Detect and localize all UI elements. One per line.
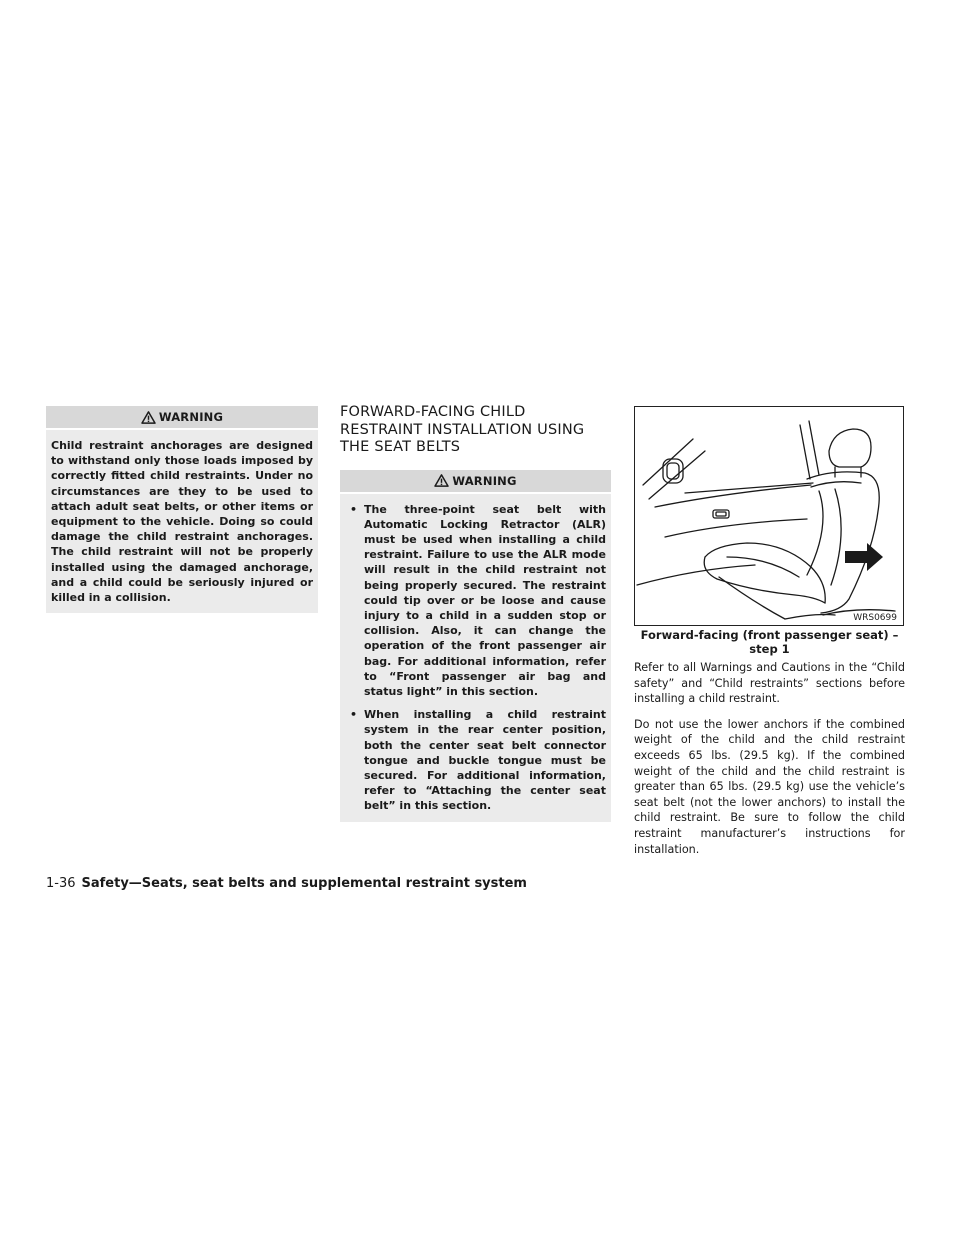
page-number: 1-36 [46, 876, 76, 891]
warning-list-box [340, 494, 611, 822]
warning-item: • The three-point seat belt with Automatic Locking Retractor (ALR) must be used when installing a child restraint. Failure to use the ALR mode will result in the child restraint not being properly secured. The restraint could tip over or be loose and cause injury to a child in a sudden stop or collision. Also, it can change the operation of the front passenger air bag. For additional information, refer to “Front passenger air bag and status light” in this section. [345, 502, 606, 700]
figure-caption [634, 628, 905, 656]
warning-list [345, 502, 606, 814]
warning-label: WARNING [158, 410, 224, 424]
right-column [634, 406, 905, 867]
middle-column [340, 404, 611, 822]
warning-label: WARNING [452, 473, 517, 488]
warning-header [46, 406, 318, 428]
seat-drawing [635, 407, 903, 625]
section-title-line: RESTRAINT INSTALLATION USING [340, 421, 585, 438]
warning-header [340, 470, 611, 492]
section-title-line: FORWARD-FACING CHILD [340, 404, 526, 420]
figure-caption-line: Forward-facing (front passenger seat) – [640, 628, 899, 642]
warning-text: Child restraint anchorages are designed to withstand only those loads imposed by correctly fitted child restraints. Under no circumstances are they to be used to attach adult seat belts, or other items or equipment to the vehicle. Doing so could damage the child restraint anchorages. The child restraint will not be properly installed using the damaged anchorage, and a child could be seriously injured or killed in a collision. [46, 430, 318, 613]
section-title [340, 404, 611, 457]
left-column [46, 406, 318, 613]
warning-icon [434, 474, 449, 487]
warning-item: • When installing a child restraint system in the rear center position, both the center seat belt connector tongue and buckle tongue must be secured. For additional information, refer to “Attaching the center seat belt” in this section. [345, 707, 606, 813]
figure-caption-line: step 1 [749, 642, 790, 656]
page-footer [46, 876, 527, 891]
seat-illustration [634, 406, 904, 626]
section-title-line: THE SEAT BELTS [340, 439, 461, 455]
body-paragraph: Do not use the lower anchors if the combined weight of the child and the child restraint exceeds 65 lbs. (29.5 kg). If the combined weight of the child and the child restraint is greater than 65 lbs. (29.5 kg) use the vehicle’s seat belt (not the lower anchors) to install the child restraint. Be sure to follow the child restraint manufacturer’s instructions for installation. [634, 717, 905, 856]
body-paragraph: Refer to all Warnings and Cautions in the “Child safety” and “Child restraints” sections before installing a child restraint. [634, 661, 905, 706]
chapter-title: Safety—Seats, seat belts and supplemental restraint system [81, 876, 527, 891]
warning-icon [141, 411, 156, 424]
figure-code: WRS0699 [853, 613, 897, 623]
